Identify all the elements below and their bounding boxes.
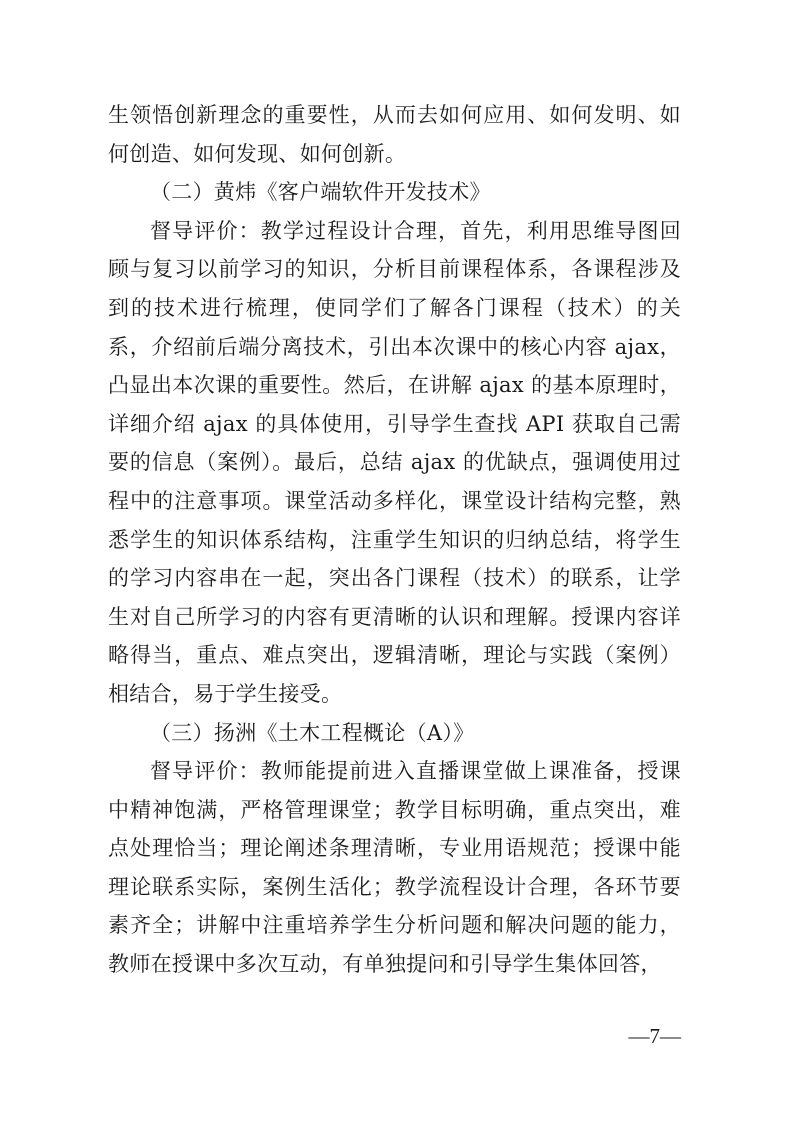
body-text bbox=[108, 96, 681, 984]
paragraph-review-yang-zhou: 督导评价：教师能提前进入直播课堂做上课准备，授课中精神饱满，严格管理课堂；教学目标明确，重点突出，难点处理恰当；理论阐述条理清晰，专业用语规范；授课中能理论联系实际，案例生活化；教学流程设计合理，各环节要素齐全；讲解中注重培养学生分析问题和解决问题的能力，教师在授课中多次互动，有单独提问和引导学生集体回答， bbox=[108, 759, 681, 977]
section-heading-yang-zhou: （三）扬洲《土木工程概论（A）》 bbox=[150, 720, 475, 745]
paragraph-continuation: 生领悟创新理念的重要性，从而去如何应用、如何发明、如何创造、如何发现、如何创新。 bbox=[108, 103, 681, 166]
page-number: —7— bbox=[628, 1024, 681, 1048]
paragraph-review-huang-wei: 督导评价：教学过程设计合理，首先，利用思维导图回顾与复习以前学习的知识，分析目前课程体系，各课程涉及到的技术进行梳理，使同学们了解各门课程（技术）的关系，介绍前后端分离技术，引出本次课中的核心内容 ajax，凸显出本次课的重要性。然后，在讲解 ajax 的基本原理时，详细介绍 ajax 的具体使用，引导学生查找 API 获取自己需要的信息（案例）。最后，总结 ajax 的优缺点，强调使用过程中的注意事项。课堂活动多样化，课堂设计结构完整，熟悉学生的知识体系结构，注重学生知识的归纳总结，将学生的学习内容串在一起，突出各门课程（技术）的联系，让学生对自己所学习的内容有更清晰的认识和理解。授课内容详略得当，重点、难点突出，逻辑清晰，理论与实践（案例）相结合，易于学生接受。 bbox=[108, 218, 681, 706]
section-heading-huang-wei: （二）黄炜《客户端软件开发技术》 bbox=[150, 180, 491, 205]
